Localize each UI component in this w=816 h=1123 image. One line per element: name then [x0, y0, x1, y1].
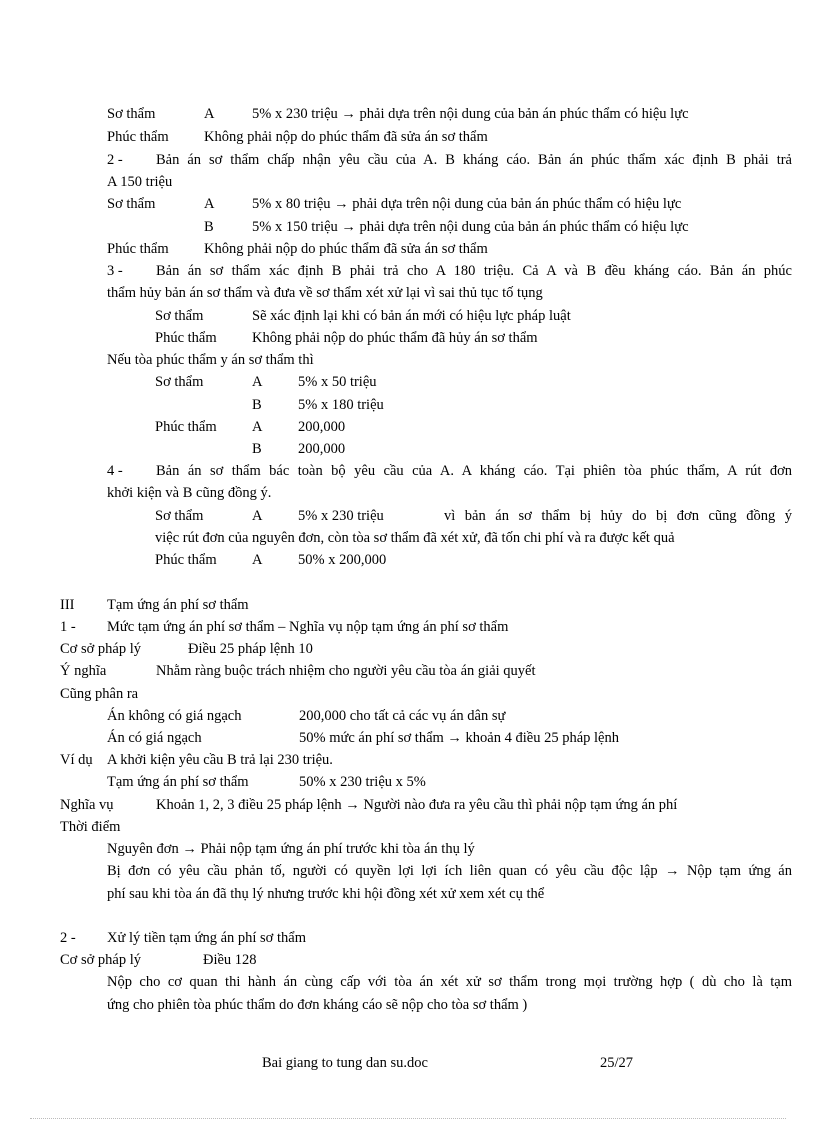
- text-line: Bản án sơ thẩm xác định B phải trả cho A 180 triệu. Cả A và B đều kháng cáo. Bản án phúc: [156, 263, 792, 279]
- footer-page-number: 25/27: [600, 1055, 634, 1071]
- text-line: Bản án sơ thẩm chấp nhận yêu cầu của A. B kháng cáo. Bản án phúc thẩm xác định B phải trả: [156, 152, 792, 168]
- text-line: vì bản án sơ thẩm bị hủy do bị đơn cũng đồng ý: [444, 508, 792, 524]
- text-line: Bản án sơ thẩm bác toàn bộ yêu cầu của A. A kháng cáo. Tại phiên tòa phúc thẩm, A rút đơn: [156, 463, 792, 479]
- page-bottom-divider: [30, 1118, 786, 1119]
- text-line: Nộp cho cơ quan thi hành án cùng cấp với tòa án xét xử sơ thẩm trong mọi trường hợp ( dù cho là tạm: [107, 974, 792, 990]
- footer-filename: Bai giang to tung dan su.doc: [262, 1055, 428, 1071]
- text-line: Bị đơn có yêu cầu phản tố, người có quyền lợi lợi ích liên quan có yêu cầu độc lập → Nộp tạm ứng án: [107, 863, 792, 879]
